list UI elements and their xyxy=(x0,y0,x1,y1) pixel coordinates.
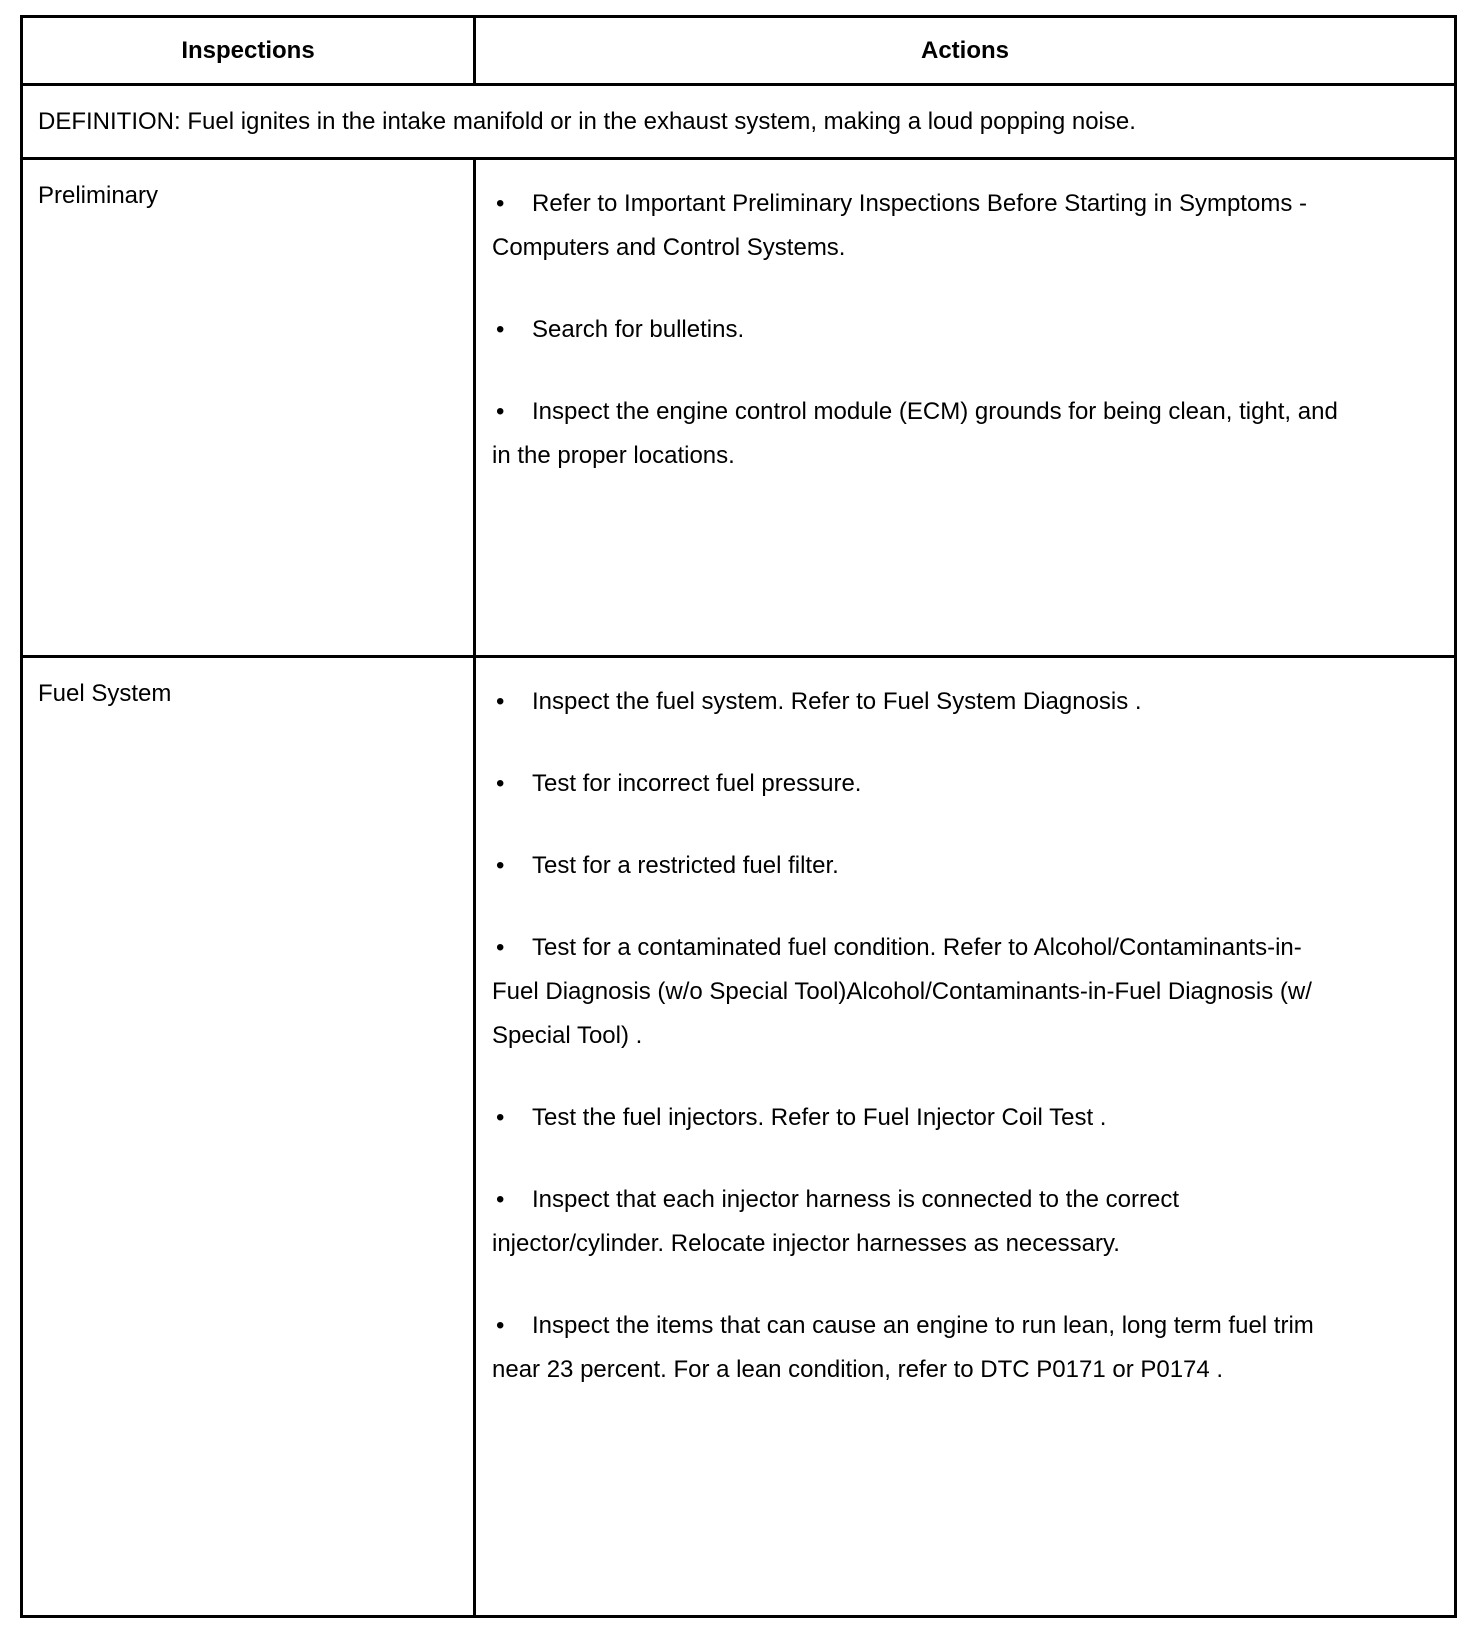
action-text: Search for bulletins. xyxy=(532,316,745,344)
bullet-icon: • xyxy=(496,1185,505,1213)
action-text: Test for incorrect fuel pressure. xyxy=(532,769,862,797)
bullet-icon: • xyxy=(496,316,505,344)
action-item xyxy=(492,844,1344,888)
action-item xyxy=(492,762,1344,806)
action-item xyxy=(492,182,1344,270)
action-item xyxy=(492,308,1344,352)
action-text: Refer to Important Preliminary Inspections Before Starting in Symptoms - Computers and Control Systems. xyxy=(492,190,1307,262)
actions-cell xyxy=(475,159,1456,656)
action-text: Inspect the items that can cause an engine to run lean, long term fuel trim near 23 percent. For a lean condition, refer to DTC P0171 or P0174 . xyxy=(492,1311,1314,1383)
diagnostic-table xyxy=(20,15,1457,1618)
bullet-icon: • xyxy=(496,1103,505,1131)
action-text: Test for a restricted fuel filter. xyxy=(532,851,839,879)
bullet-icon: • xyxy=(496,687,505,715)
bullet-icon: • xyxy=(496,933,505,961)
bullet-icon: • xyxy=(496,190,505,218)
header-actions: Actions xyxy=(475,17,1456,85)
inspection-label: Preliminary xyxy=(22,159,475,656)
action-text: Inspect that each injector harness is connected to the correct injector/cylinder. Relocate injector harnesses as necessary. xyxy=(492,1185,1180,1257)
action-text: Inspect the fuel system. Refer to Fuel System Diagnosis . xyxy=(532,687,1142,715)
table-row xyxy=(22,656,1456,1616)
inspection-label: Fuel System xyxy=(22,656,475,1616)
table-row xyxy=(22,159,1456,656)
action-item xyxy=(492,390,1344,478)
action-item xyxy=(492,1096,1344,1140)
action-item xyxy=(492,680,1344,724)
action-item xyxy=(492,1304,1344,1392)
header-row xyxy=(22,17,1456,85)
definition-row xyxy=(22,85,1456,159)
action-text: Inspect the engine control module (ECM) grounds for being clean, tight, and in the proper locations. xyxy=(492,398,1338,470)
bullet-icon: • xyxy=(496,1311,505,1339)
bullet-icon: • xyxy=(496,398,505,426)
action-item xyxy=(492,1178,1344,1266)
action-text: Test the fuel injectors. Refer to Fuel Injector Coil Test . xyxy=(532,1103,1107,1131)
header-inspections: Inspections xyxy=(22,17,475,85)
action-item xyxy=(492,926,1344,1058)
definition-text: DEFINITION: Fuel ignites in the intake manifold or in the exhaust system, making a loud popping noise. xyxy=(22,85,1456,159)
action-text: Test for a contaminated fuel condition. Refer to Alcohol/Contaminants-in-Fuel Diagnosis (w/o Special Tool)Alcohol/Contaminants-in-Fuel Diagnosis (w/ Special Tool) . xyxy=(492,933,1312,1049)
bullet-icon: • xyxy=(496,851,505,879)
actions-cell xyxy=(475,656,1456,1616)
bullet-icon: • xyxy=(496,769,505,797)
